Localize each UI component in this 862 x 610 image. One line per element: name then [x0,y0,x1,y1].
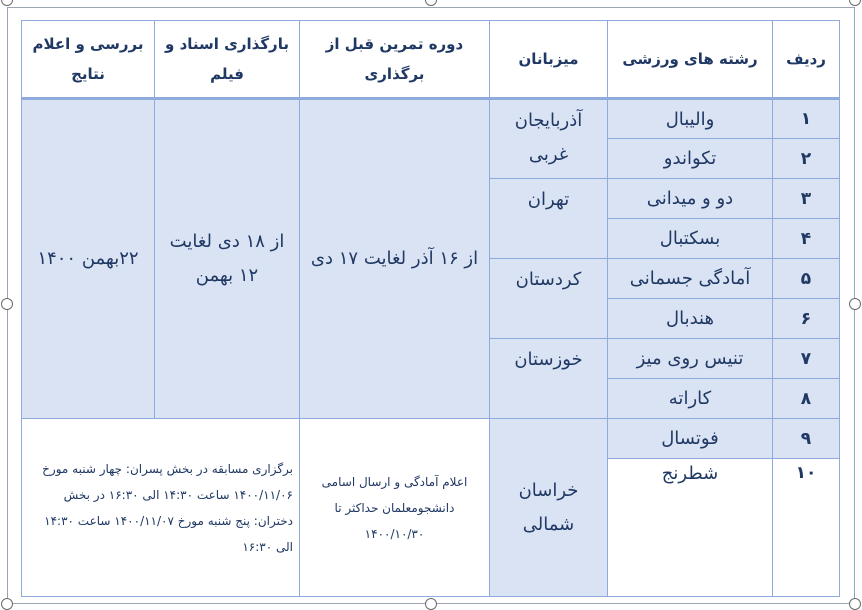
host-cell: تهران [490,179,608,259]
header-upload: بارگذاری اسناد و فیلم [155,21,300,99]
resize-handle-middle-left[interactable] [1,298,13,310]
sport-name: تکواندو [608,139,773,179]
resize-handle-bottom-left[interactable] [1,598,13,610]
sport-name: شطرنج [608,459,773,597]
host-cell: خوزستان [490,339,608,419]
competition-note: برگزاری مسابقه در بخش پسران: چهار شنبه مورخ ۱۴۰۰/۱۱/۰۶ ساعت ۱۴:۳۰ الی ۱۶:۳۰ در بخش دختران: پنج شنبه مورخ ۱۴۰۰/۱۱/۰۷ ساعت ۱۴:۳۰ الی ۱۶:۳۰ [22,419,300,597]
header-review: بررسی و اعلام نتایج [22,21,155,99]
table-row [22,419,840,459]
schedule-table [21,20,840,597]
resize-handle-top-left[interactable] [1,0,13,6]
row-number: ۹ [773,419,840,459]
resize-handle-middle-right[interactable] [849,298,861,310]
sport-name: آمادگی جسمانی [608,259,773,299]
row-number: ۲ [773,139,840,179]
sport-name: تنیس روی میز [608,339,773,379]
host-cell: آذربایجان غربی [490,99,608,179]
host-cell: خراسان شمالی [490,419,608,597]
row-number: ۱۰ [773,459,840,597]
review-date: ۲۲بهمن ۱۴۰۰ [22,99,155,419]
header-sport: رشته های ورزشی [608,21,773,99]
resize-handle-top-center[interactable] [425,0,437,6]
sport-name: والیبال [608,99,773,139]
table-row [22,99,840,139]
sport-name: هندبال [608,299,773,339]
row-number: ۸ [773,379,840,419]
registration-note: اعلام آمادگی و ارسال اسامی دانشجومعلمان حداکثر تا ۱۴۰۰/۱۰/۳۰ [300,419,490,597]
header-row [22,21,840,99]
resize-handle-bottom-right[interactable] [849,598,861,610]
row-number: ۱ [773,99,840,139]
sport-name: فوتسال [608,419,773,459]
row-number: ۴ [773,219,840,259]
sport-name: بسکتبال [608,219,773,259]
upload-period: از ۱۸ دی لغایت ۱۲ بهمن [155,99,300,419]
resize-handle-top-right[interactable] [849,0,861,6]
host-cell: کردستان [490,259,608,339]
header-host: میزبانان [490,21,608,99]
training-period: از ۱۶ آذر لغایت ۱۷ دی [300,99,490,419]
row-number: ۵ [773,259,840,299]
sport-name: دو و میدانی [608,179,773,219]
row-number: ۷ [773,339,840,379]
header-row-number: ردیف [773,21,840,99]
header-training: دوره تمرین قبل از برگذاری [300,21,490,99]
row-number: ۶ [773,299,840,339]
row-number: ۳ [773,179,840,219]
sport-name: کاراته [608,379,773,419]
resize-handle-bottom-center[interactable] [425,598,437,610]
